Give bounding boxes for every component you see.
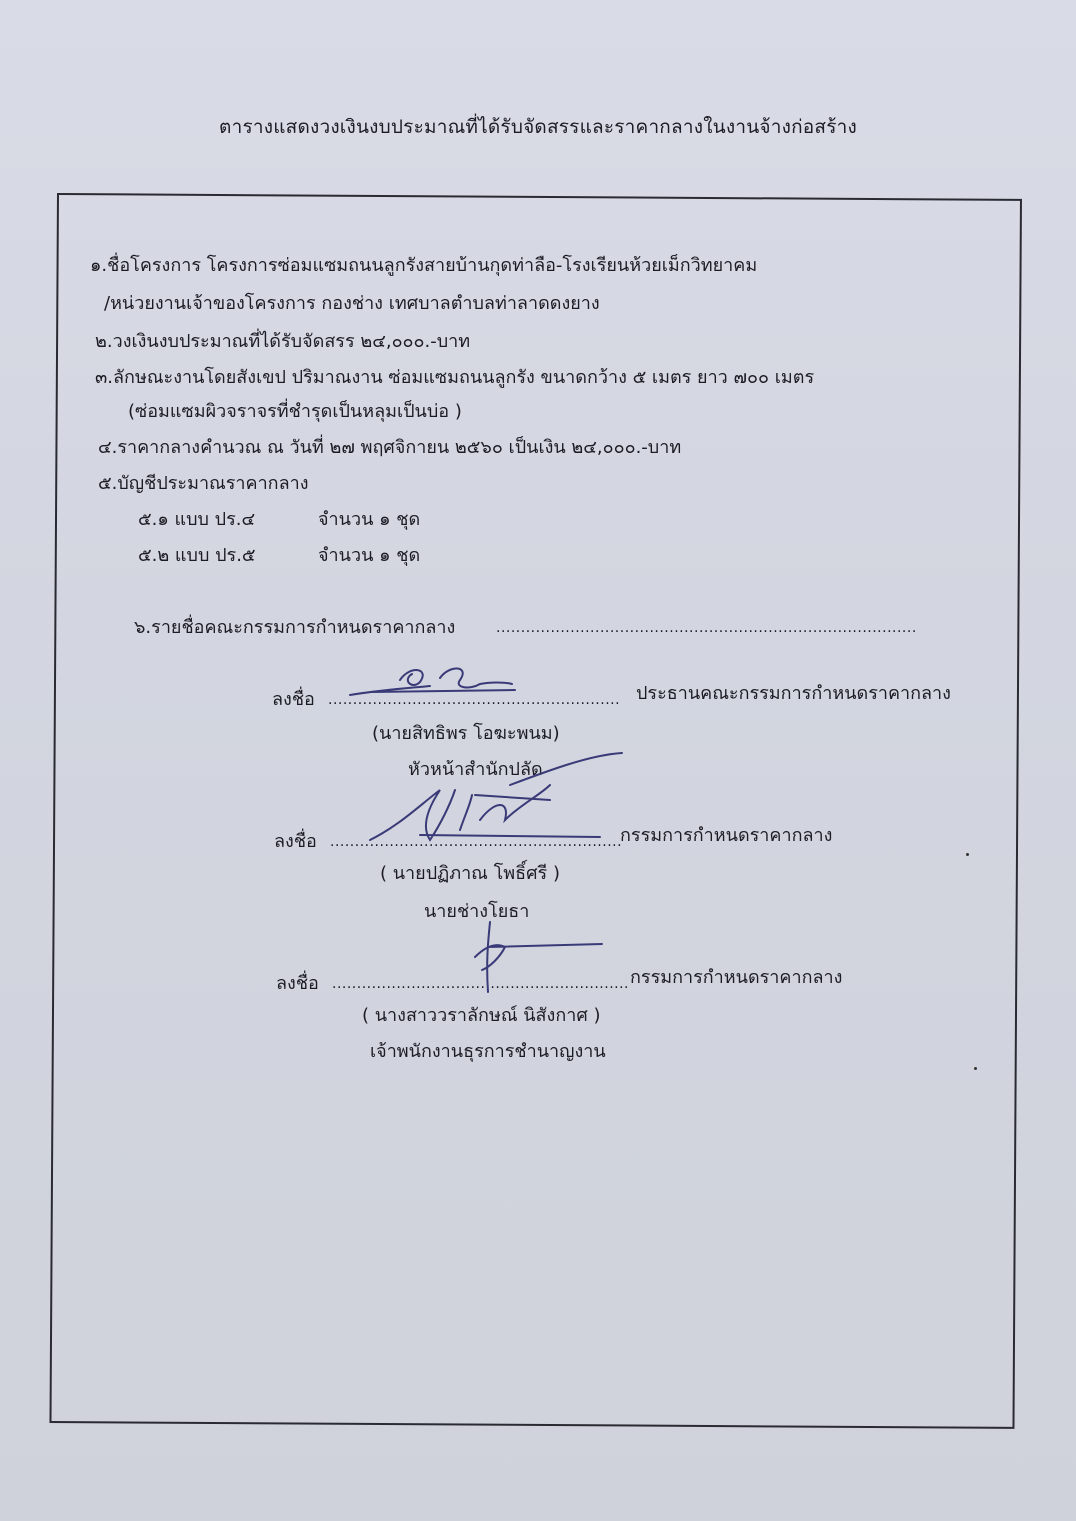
signer-position-2: นายช่างโยธา bbox=[424, 901, 530, 922]
signer-position-1: หัวหน้าสำนักปลัด bbox=[408, 759, 543, 780]
speck-mark bbox=[966, 853, 969, 856]
sign-label-2: ลงชื่อ bbox=[274, 831, 317, 852]
page-title: ตารางแสดงวงเงินงบประมาณที่ได้รับจัดสรรและราคากลางในงานจ้างก่อสร้าง bbox=[219, 116, 857, 138]
estimate-2-form: ๕.๒ แบบ ปร.๕ bbox=[138, 545, 256, 566]
signer-role-3: กรรมการกำหนดราคากลาง bbox=[630, 967, 843, 988]
budget-amount: ๒.วงเงินงบประมาณที่ได้รับจัดสรร ๒๔,๐๐๐.-บาท bbox=[95, 331, 471, 352]
signer-position-3: เจ้าพนักงานธุรการชำนาญงาน bbox=[370, 1041, 606, 1062]
signature-1-image bbox=[340, 660, 540, 710]
median-price: ๔.ราคากลางคำนวณ ณ วันที่ ๒๗ พฤศจิกายน ๒๕๖๐ เป็นเงิน ๒๔,๐๐๐.-บาท bbox=[98, 437, 682, 458]
committee-dots: ..................................................................................... bbox=[496, 620, 917, 636]
signer-name-3: ( นางสาววราลักษณ์ นิสังกาศ ) bbox=[362, 1005, 601, 1026]
estimate-2-qty: จำนวน ๑ ชุด bbox=[318, 545, 421, 566]
project-name: ๑.ชื่อโครงการ โครงการซ่อมแซมถนนลูกรังสายบ้านกุดท่าลือ-โรงเรียนห้วยเม็กวิทยาคม bbox=[90, 255, 758, 276]
signer-name-2: ( นายปฏิภาณ โพธิ์ศรี ) bbox=[380, 863, 560, 884]
owner-unit: /หน่วยงานเจ้าของโครงการ กองช่าง เทศบาลตำบลท่าลาดดงยาง bbox=[104, 293, 600, 314]
signature-2-image bbox=[360, 745, 630, 855]
speck-mark bbox=[974, 1067, 977, 1070]
sign-dots-2: ........................................................... bbox=[330, 834, 623, 850]
estimate-1-form: ๕.๑ แบบ ปร.๔ bbox=[138, 509, 256, 530]
work-description: ๓.ลักษณะงานโดยสังเขป ปริมาณงาน ซ่อมแซมถนนลูกรัง ขนาดกว้าง ๕ เมตร ยาว ๗๐๐ เมตร bbox=[95, 367, 815, 388]
committee-header: ๖.รายชื่อคณะกรรมการกำหนดราคากลาง bbox=[134, 617, 456, 638]
sign-dots-1: ........................................................... bbox=[328, 692, 621, 708]
signer-name-1: (นายสิทธิพร โอฆะพนม) bbox=[372, 723, 560, 744]
signature-3-image bbox=[460, 912, 620, 1002]
sign-label-3: ลงชื่อ bbox=[276, 973, 319, 994]
sign-dots-3: ............................................................ bbox=[332, 976, 630, 992]
estimate-1-qty: จำนวน ๑ ชุด bbox=[318, 509, 421, 530]
estimate-header: ๕.บัญชีประมาณราคากลาง bbox=[98, 473, 309, 494]
work-note: (ซ่อมแซมผิวจราจรที่ชำรุดเป็นหลุมเป็นบ่อ ) bbox=[128, 401, 462, 422]
signer-role-2: กรรมการกำหนดราคากลาง bbox=[620, 825, 833, 846]
sign-label-1: ลงชื่อ bbox=[272, 689, 315, 710]
signer-role-1: ประธานคณะกรรมการกำหนดราคากลาง bbox=[636, 683, 951, 704]
